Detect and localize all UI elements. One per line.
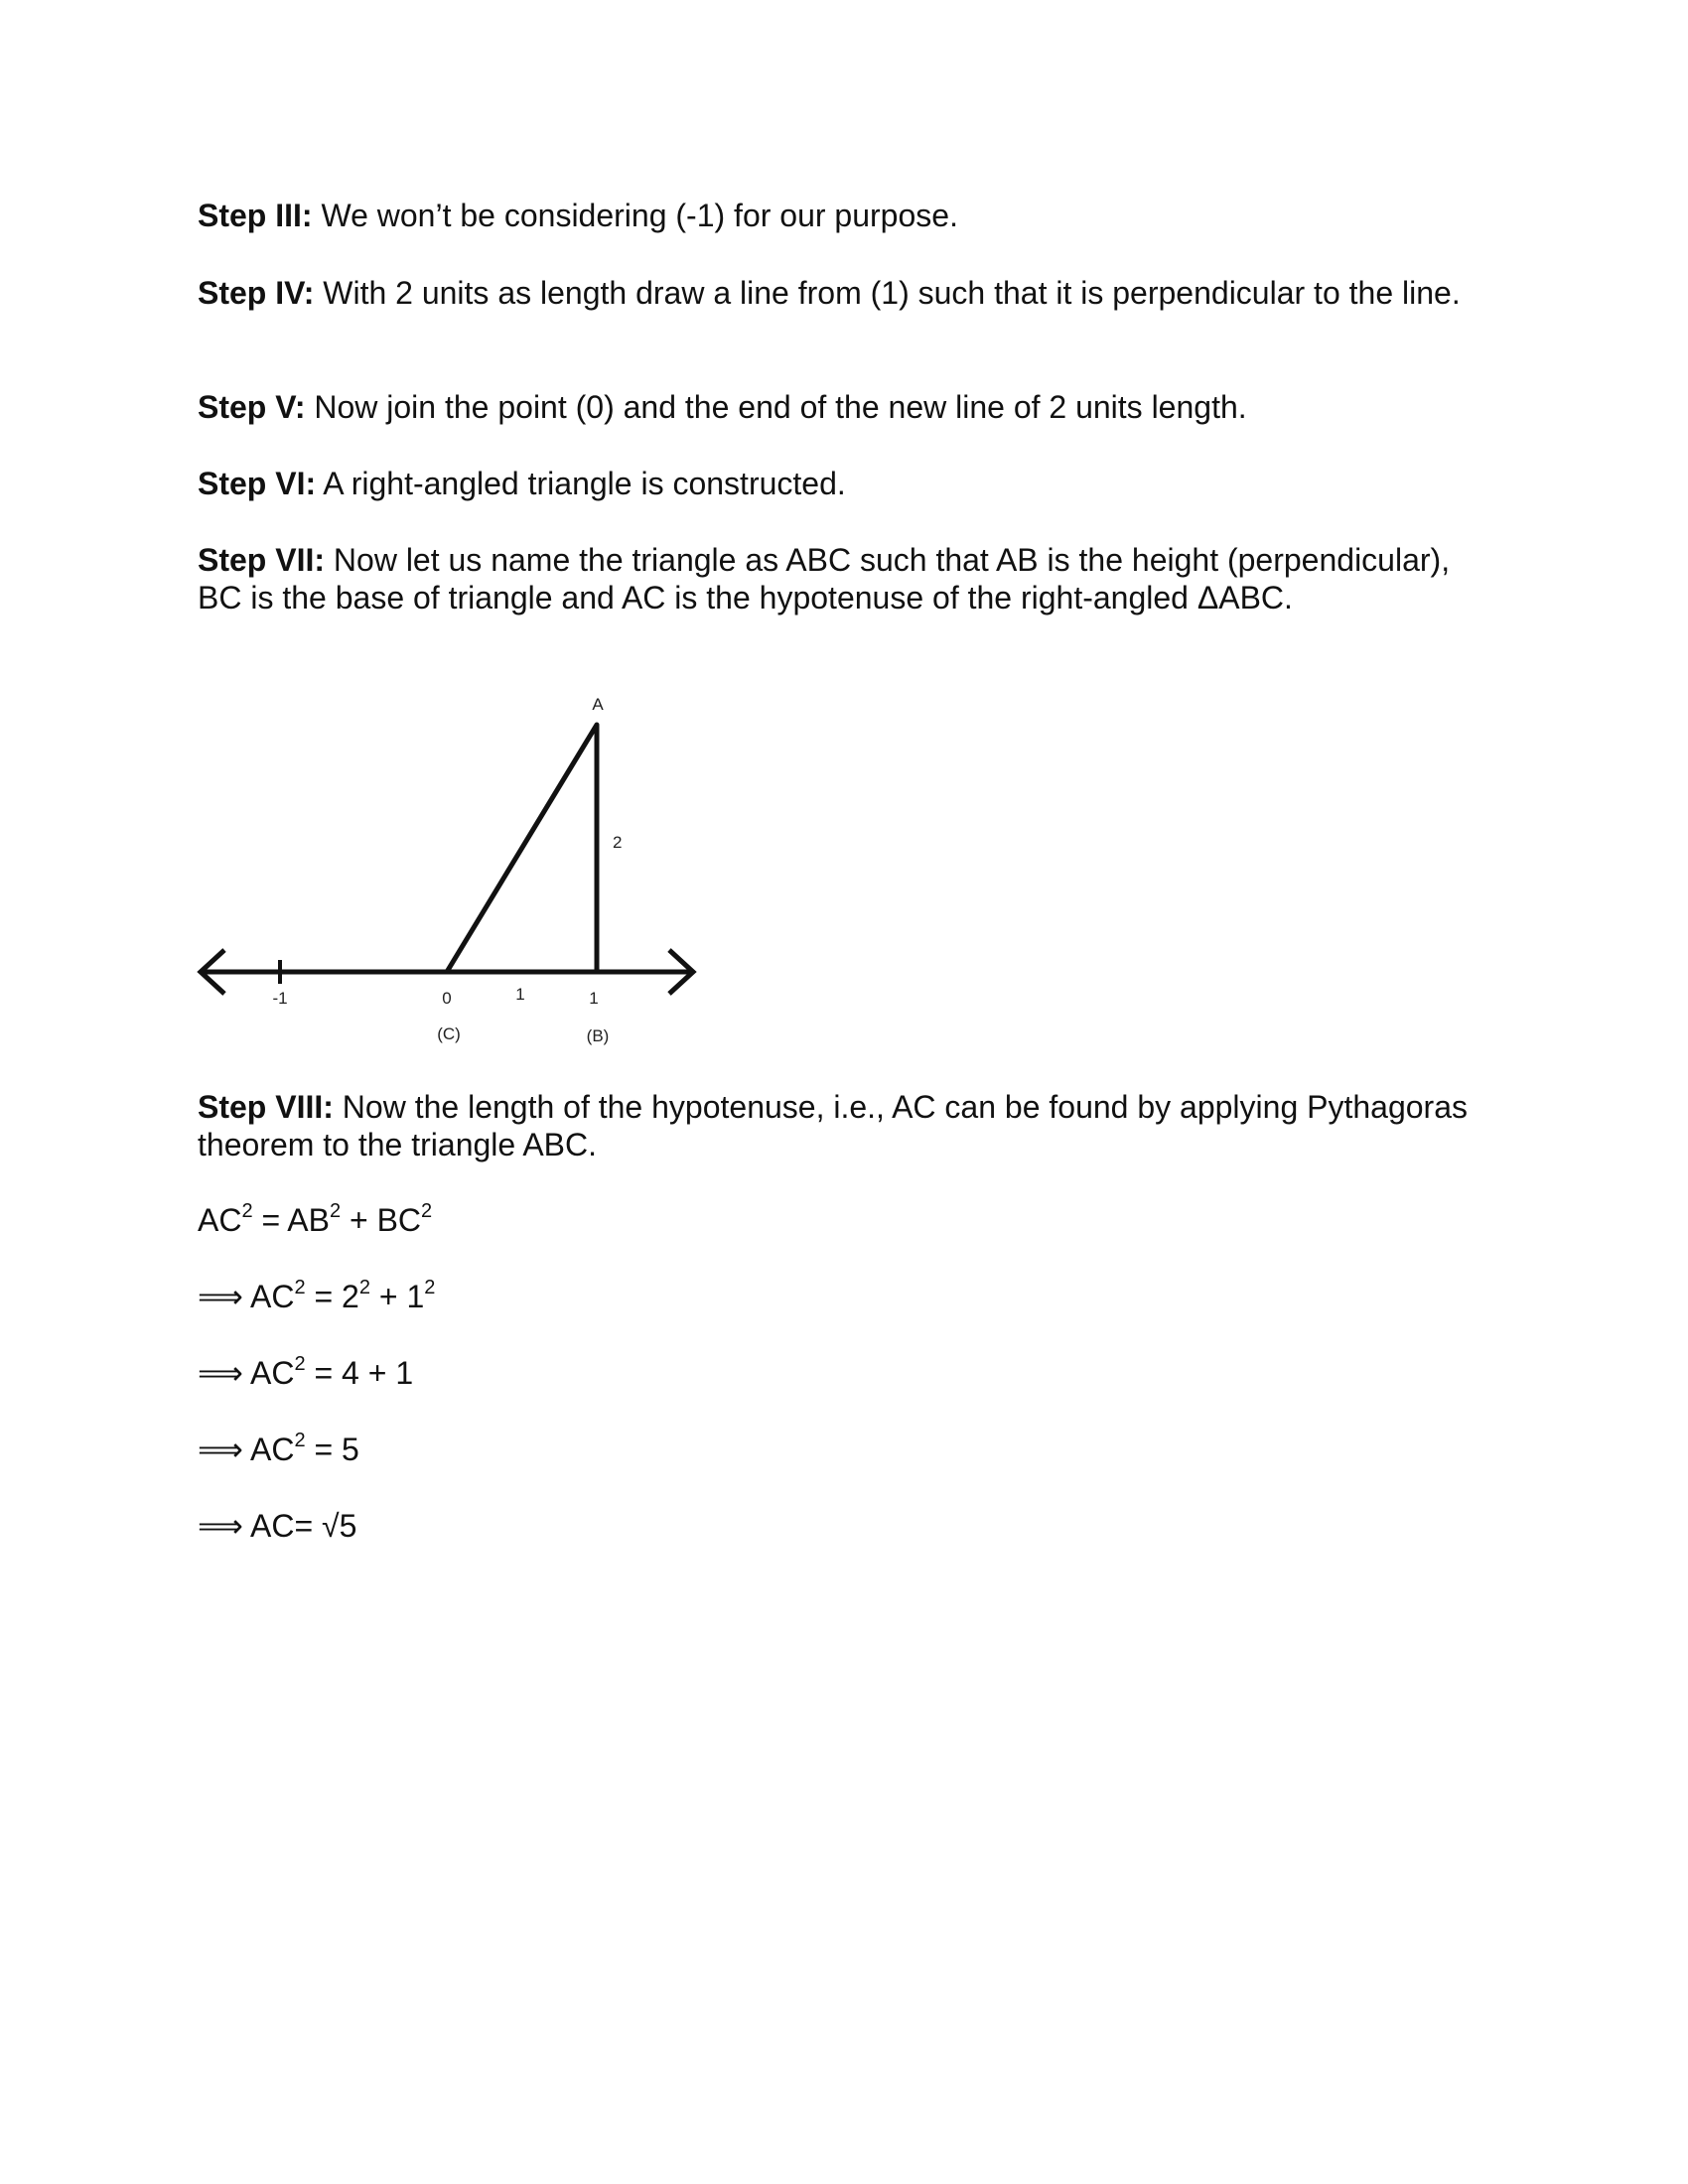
step-8 bbox=[198, 1088, 1488, 1163]
hypotenuse-ac bbox=[447, 725, 597, 972]
eq-part: = AB bbox=[252, 1202, 330, 1238]
eq-part: ⟹ AC= √5 bbox=[198, 1508, 357, 1544]
eq-part: = 5 bbox=[305, 1432, 359, 1467]
equation-1 bbox=[198, 1201, 432, 1239]
eq-part: = 4 + 1 bbox=[305, 1355, 414, 1391]
step-5 bbox=[198, 388, 1488, 426]
eq-part: ⟹ AC bbox=[198, 1279, 295, 1314]
step-label: Step V: bbox=[198, 389, 306, 425]
eq-part: AC bbox=[198, 1202, 242, 1238]
step-4 bbox=[198, 274, 1488, 312]
eq-exponent: 2 bbox=[294, 1430, 306, 1452]
triangle-diagram bbox=[189, 690, 705, 1067]
eq-exponent: 2 bbox=[424, 1277, 436, 1299]
tick-label-one: 1 bbox=[589, 989, 599, 1008]
step-text: With 2 units as length draw a line from (1) such that it is perpendicular to the line. bbox=[314, 275, 1461, 311]
equation-3 bbox=[198, 1354, 413, 1392]
eq-exponent: 2 bbox=[294, 1277, 306, 1299]
triangle-abc bbox=[447, 725, 597, 972]
step-text: A right-angled triangle is constructed. bbox=[316, 466, 846, 501]
eq-exponent: 2 bbox=[358, 1277, 370, 1299]
step-label: Step VI: bbox=[198, 466, 317, 501]
eq-exponent: 2 bbox=[329, 1200, 342, 1223]
eq-part: + 1 bbox=[369, 1279, 425, 1314]
eq-part: + BC bbox=[341, 1202, 422, 1238]
point-b-label: (B) bbox=[586, 1026, 610, 1045]
tick-label-zero: 0 bbox=[442, 989, 452, 1008]
eq-exponent: 2 bbox=[241, 1200, 253, 1223]
equation-4 bbox=[198, 1431, 359, 1468]
step-label: Step IV: bbox=[198, 275, 315, 311]
point-c-label: (C) bbox=[437, 1024, 461, 1043]
base-label: 1 bbox=[515, 985, 525, 1004]
eq-exponent: 2 bbox=[294, 1353, 306, 1376]
step-text: Now join the point (0) and the end of the new line of 2 units length. bbox=[305, 389, 1247, 425]
step-label: Step III: bbox=[198, 198, 313, 233]
equation-2 bbox=[198, 1278, 435, 1315]
step-text: Now let us name the triangle as ABC such that AB is the height (perpendicular), BC is the base of triangle and AC is the hypotenuse of the right-angled ΔABC. bbox=[198, 542, 1451, 615]
eq-exponent: 2 bbox=[421, 1200, 433, 1223]
step-7 bbox=[198, 541, 1488, 616]
height-label: 2 bbox=[613, 833, 623, 852]
eq-part: ⟹ AC bbox=[198, 1355, 295, 1391]
equation-5 bbox=[198, 1507, 356, 1545]
step-text: Now the length of the hypotenuse, i.e., AC can be found by applying Pythagoras theorem to the triangle ABC. bbox=[198, 1089, 1468, 1162]
vertex-a-label: A bbox=[592, 695, 604, 714]
step-6 bbox=[198, 465, 1488, 502]
step-label: Step VIII: bbox=[198, 1089, 334, 1125]
tick-label-minus-one: -1 bbox=[272, 989, 288, 1008]
step-label: Step VII: bbox=[198, 542, 326, 578]
step-text: We won’t be considering (-1) for our purpose. bbox=[312, 198, 958, 233]
step-3 bbox=[198, 197, 1488, 234]
eq-part: = 2 bbox=[305, 1279, 359, 1314]
eq-part: ⟹ AC bbox=[198, 1432, 295, 1467]
